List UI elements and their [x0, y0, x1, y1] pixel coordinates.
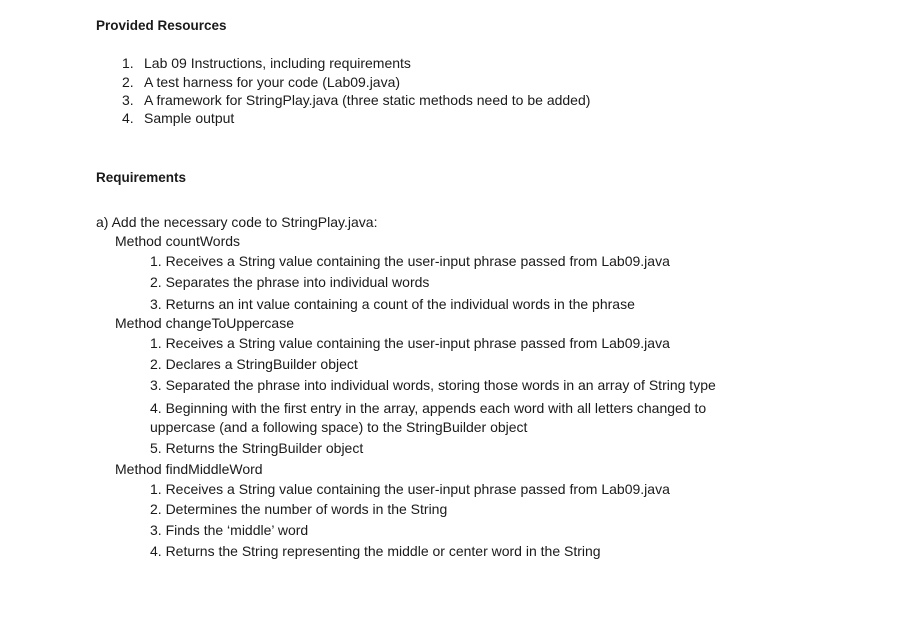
method-step-continuation: uppercase (and a following space) to the StringBuilder object — [150, 419, 528, 435]
method-step: 3. Finds the ‘middle’ word — [150, 522, 309, 538]
method-step: 4. Beginning with the first entry in the array, appends each word with all letters changed to — [150, 400, 707, 416]
method-step: 1. Receives a String value containing the user-input phrase passed from Lab09.java — [150, 253, 670, 269]
method-step: 3. Returns an int value containing a count of the individual words in the phrase — [150, 296, 635, 312]
resource-item — [122, 55, 411, 72]
requirements-intro: a) Add the necessary code to StringPlay.java: — [96, 214, 378, 230]
resource-item-number: 2. — [122, 74, 134, 90]
method-step: 1. Receives a String value containing the user-input phrase passed from Lab09.java — [150, 335, 670, 351]
method-title-findmiddleword: Method findMiddleWord — [115, 461, 263, 477]
resource-item-text: Lab 09 Instructions, including requirements — [144, 55, 411, 71]
method-step: 3. Separated the phrase into individual words, storing those words in an array of String type — [150, 377, 716, 393]
method-step: 4. Returns the String representing the middle or center word in the String — [150, 543, 601, 559]
resource-item-text: A test harness for your code (Lab09.java) — [144, 74, 401, 90]
resources-heading: Provided Resources — [96, 18, 227, 33]
resource-item-text: A framework for StringPlay.java (three static methods need to be added) — [144, 92, 591, 108]
resource-item-number: 4. — [122, 110, 134, 126]
resource-item-number: 1. — [122, 55, 134, 71]
resource-item — [122, 110, 234, 127]
method-step: 5. Returns the StringBuilder object — [150, 440, 364, 456]
method-title-changetouppercase: Method changeToUppercase — [115, 315, 295, 331]
resource-item-text: Sample output — [144, 110, 235, 126]
resource-item-number: 3. — [122, 92, 134, 108]
method-title-countwords: Method countWords — [115, 233, 241, 249]
requirements-heading: Requirements — [96, 170, 187, 185]
resource-item — [122, 74, 400, 91]
method-step: 2. Determines the number of words in the String — [150, 501, 448, 517]
method-step: 1. Receives a String value containing the user-input phrase passed from Lab09.java — [150, 481, 670, 497]
method-step: 2. Separates the phrase into individual words — [150, 274, 430, 290]
resource-item — [122, 92, 590, 109]
method-step: 2. Declares a StringBuilder object — [150, 356, 358, 372]
